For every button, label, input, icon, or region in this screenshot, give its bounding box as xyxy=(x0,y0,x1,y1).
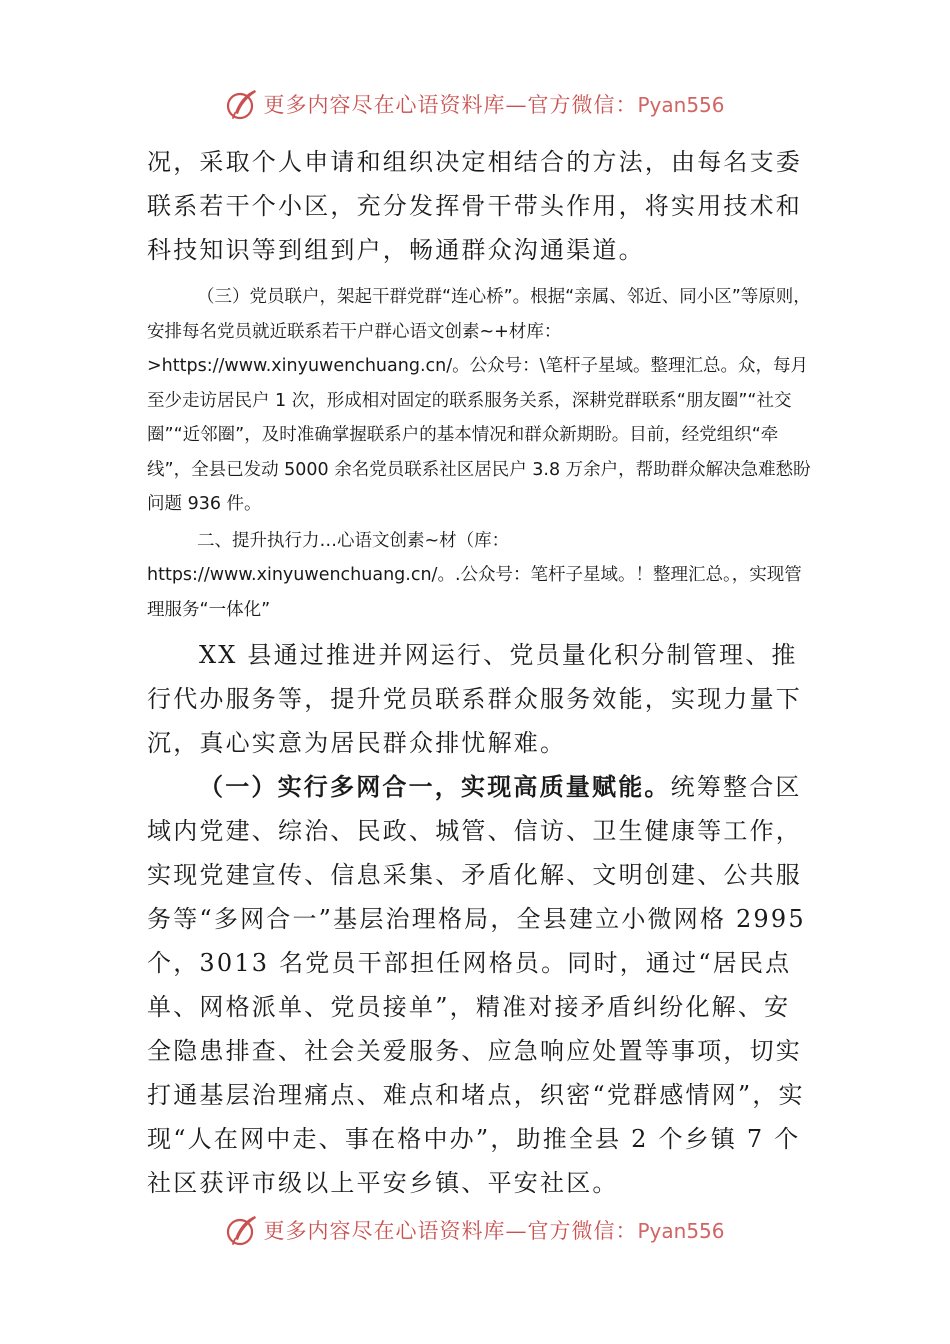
quill-pen-logo-icon xyxy=(225,87,259,121)
paragraph-party-households: （三）党员联户，架起干群党群“连心桥”。根据“亲属、邻近、同小区”等原则，安排每名党员就近联系若干户群心语文创素~+材库：>https://www.xinyuwenchuang.cn/。公众号：\笔杆子星域。整理汇总。众，每月至少走访居民户 1 次，形成相对固定的联系服务关系，深耕党群联系“朋友圈”“社交圈”“近邻圈”，及时准确掌握联系户的基本情况和群众新期盼。目前，经党组织“牵线”，全县已发动 5000 余名党员联系社区居民户 3.8 万余户，帮助群众解决急难愁盼问题 936 件。 xyxy=(147,287,811,514)
paragraph-multi-network xyxy=(147,765,811,1205)
subsection-body: 统筹整合区域内党建、综治、民政、城管、信访、卫生健康等工作，实现党建宣传、信息采集、矛盾化解、文明创建、公共服务等“多网合一”基层治理格局，全县建立小微网格 2995 个，3013 名党员干部担任网格员。同时，通过“居民点单、网格派单、党员接单”，精准对接矛盾纠纷化解、安全隐患排查、社会关爱服务、应急响应处置等事项，切实打通基层治理痛点、难点和堵点，织密“党群感情网”，实现“人在网中走、事在格中办”，助推全县 2 个乡镇 7 个社区获评市级以上平安乡镇、平安社区。 xyxy=(147,773,806,1197)
footer-text xyxy=(263,1215,724,1245)
subsection-heading: （一）实行多网合一，实现高质量赋能。 xyxy=(199,773,671,801)
header-banner xyxy=(0,84,950,124)
paragraph-county-intro: XX 县通过推进并网运行、党员量化积分制管理、推行代办服务等，提升党员联系群众服务效能，实现力量下沉，真心实意为居民群众排忧解难。 xyxy=(147,641,802,757)
header-text xyxy=(263,89,724,119)
header-label: 更多内容尽在心语资料库—官方微信： xyxy=(263,93,638,117)
header-wechat-id: Pyan556 xyxy=(637,93,725,117)
footer-label: 更多内容尽在心语资料库—官方微信： xyxy=(263,1219,638,1243)
paragraph-continuation: 况，采取个人申请和组织决定相结合的方法，由每名支委联系若干个小区，充分发挥骨干带头作用，将实用技术和科技知识等到组到户，畅通群众沟通渠道。 xyxy=(147,148,802,264)
footer-wechat-id: Pyan556 xyxy=(637,1219,725,1243)
section-heading-execution: 二、提升执行力…心语文创素~材（库：https://www.xinyuwenchuang.cn/。.公众号：笔杆子星域。！整理汇总。，实现管理服务“一体化” xyxy=(147,530,802,620)
footer-banner xyxy=(0,1210,950,1250)
quill-pen-logo-icon xyxy=(225,1213,259,1247)
document-body xyxy=(147,140,811,1205)
